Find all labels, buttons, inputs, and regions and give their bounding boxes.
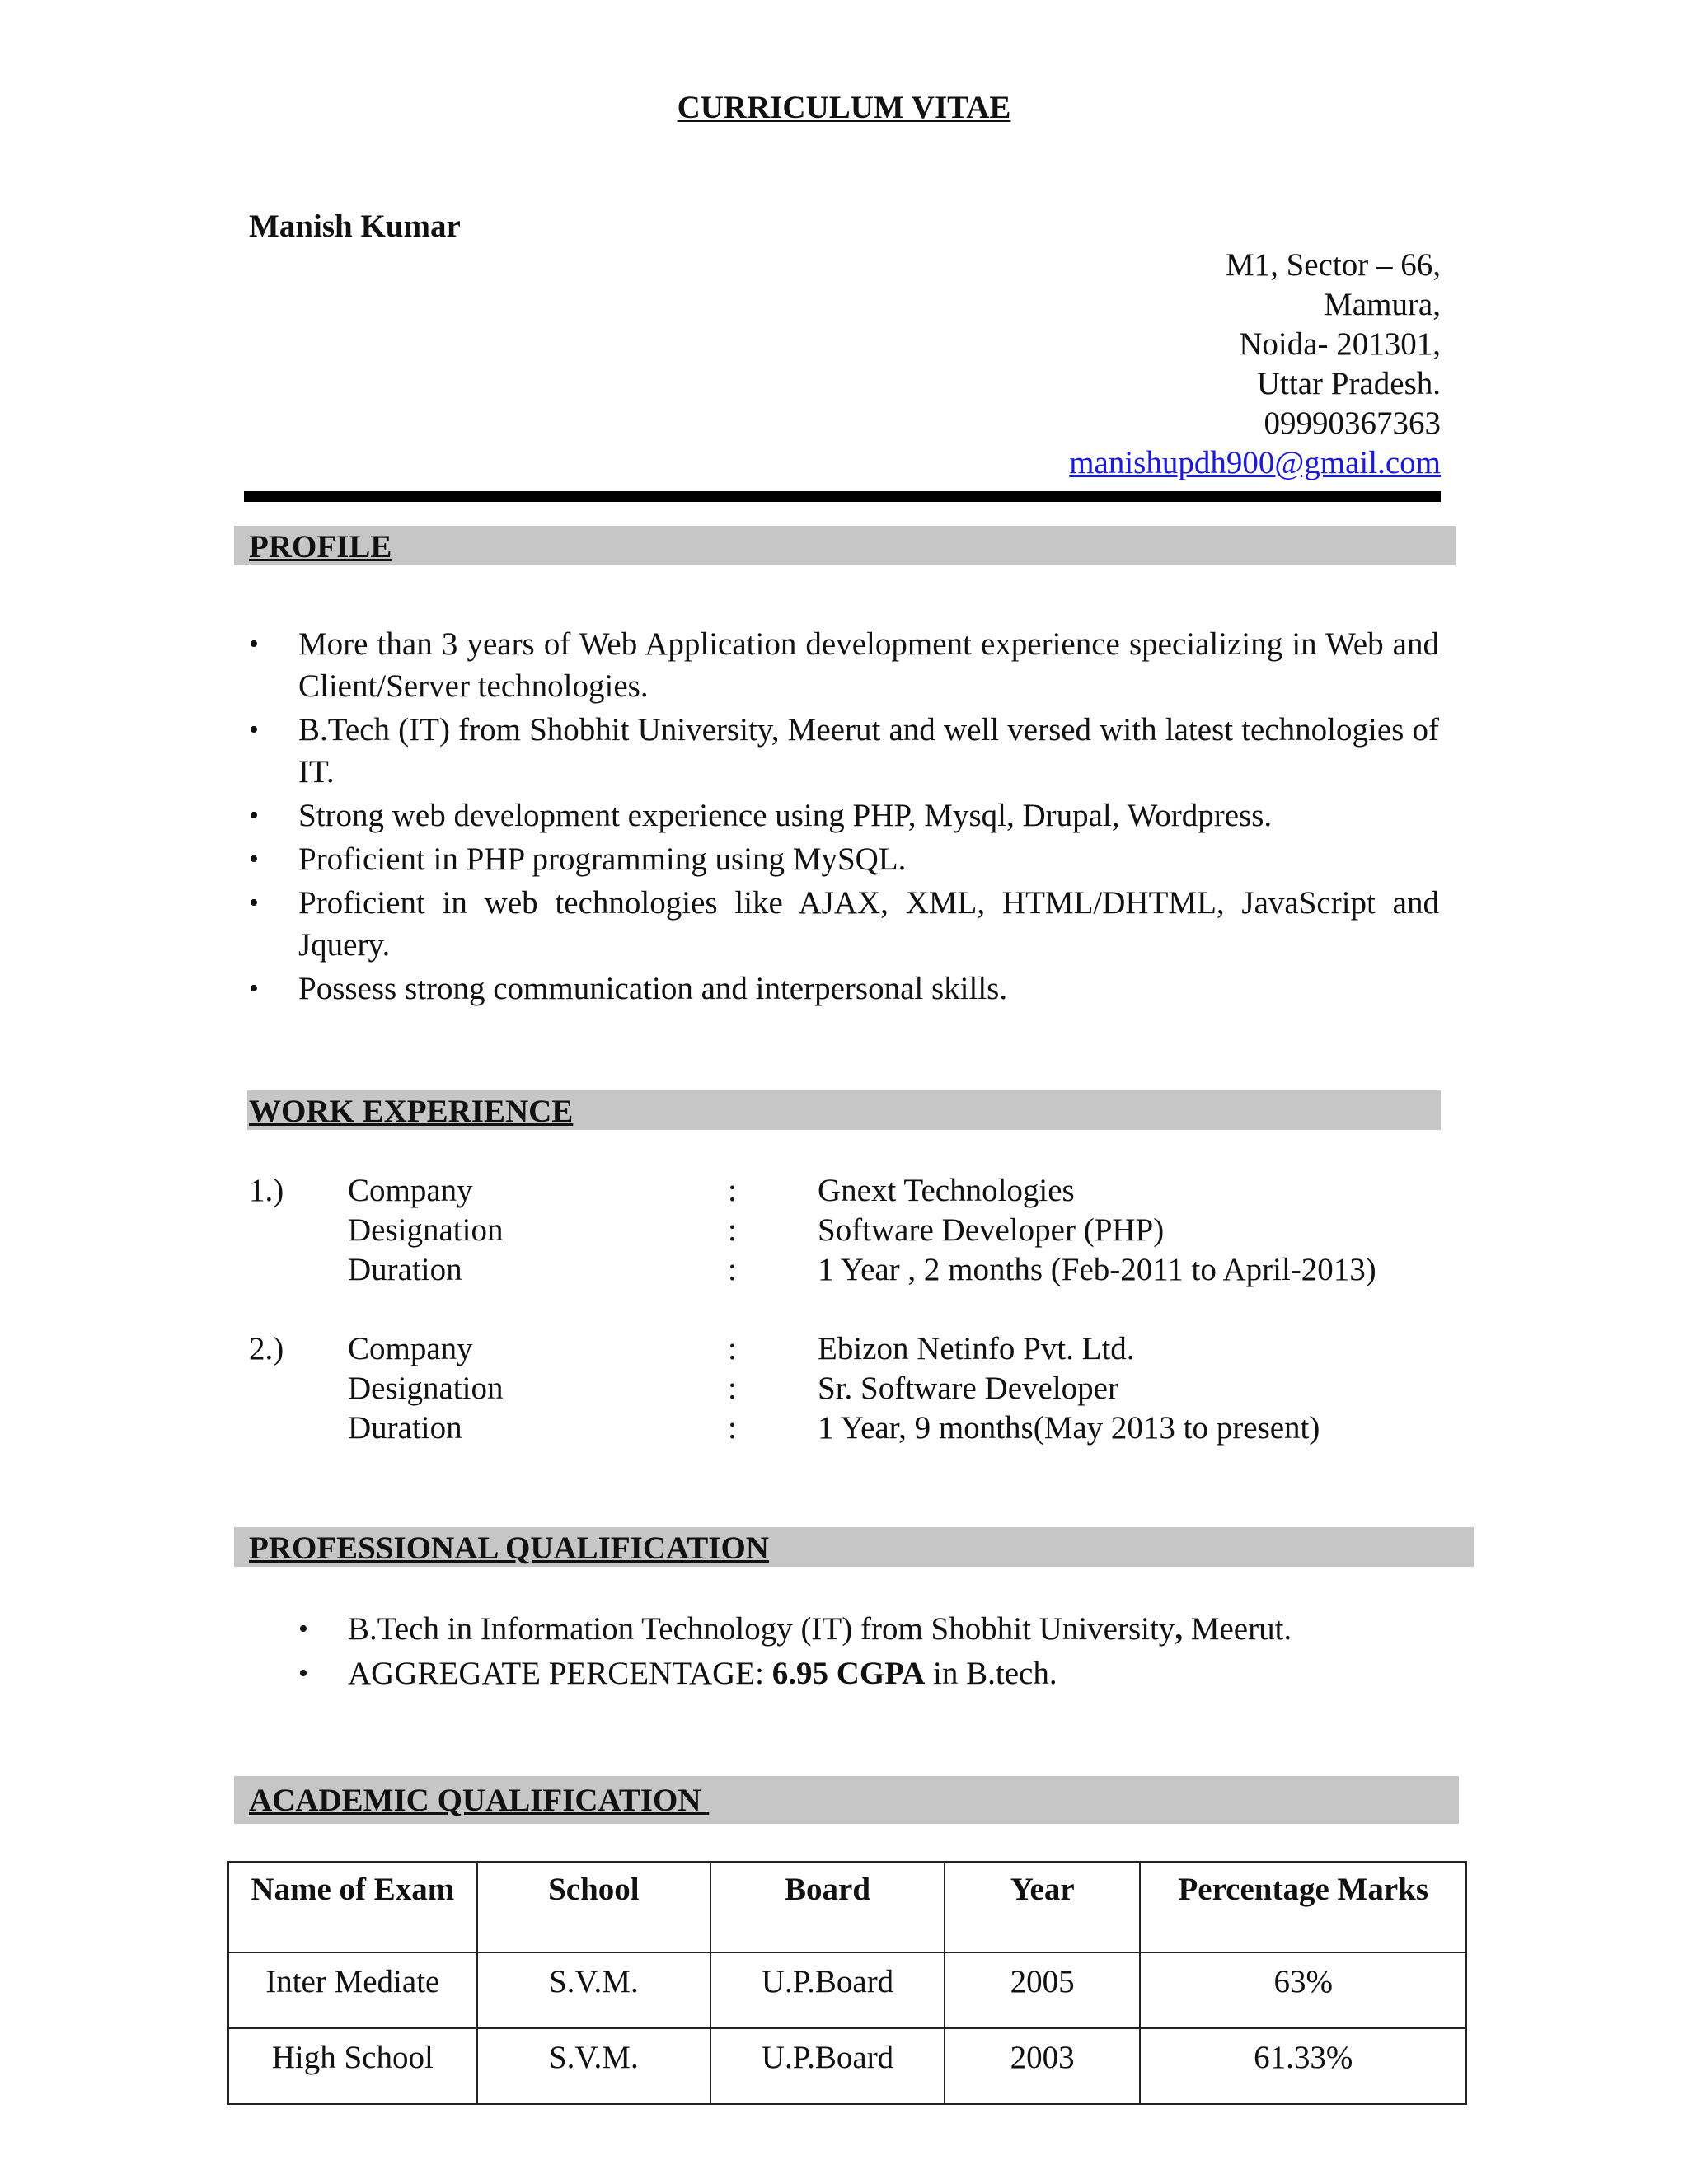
company-label: Company [348, 1173, 473, 1208]
list-item: • B.Tech (IT) from Shobhit University, Meerut and well versed with latest technologies of IT. [249, 709, 1439, 793]
professional-heading-bar [234, 1527, 1474, 1567]
document-title: CURRICULUM VITAE [677, 90, 1011, 125]
designation-value: Software Developer (PHP) [818, 1212, 1165, 1248]
list-item [298, 1652, 1452, 1696]
column-header: Year [945, 1862, 1141, 1952]
table-cell: 2005 [945, 1952, 1141, 2028]
list-item: • Proficient in PHP programming using MySQL. [249, 838, 1439, 880]
table-cell: Inter Mediate [228, 1952, 477, 2028]
address-block [1069, 246, 1441, 483]
candidate-name: Manish Kumar [249, 209, 461, 244]
address-line: Mamura, [1324, 287, 1441, 322]
company-label: Company [348, 1331, 473, 1366]
address-line: M1, Sector – 66, [1225, 247, 1441, 283]
duration-value: 1 Year , 2 months (Feb-2011 to April-2013) [818, 1252, 1376, 1287]
work-heading-bar [247, 1090, 1441, 1130]
list-item [298, 1607, 1452, 1652]
separator: : [728, 1331, 737, 1366]
designation-label: Designation [348, 1212, 504, 1248]
table-row [228, 2028, 1466, 2104]
entry-number: 1.) [249, 1173, 284, 1208]
professional-list [298, 1607, 1452, 1696]
header-divider [244, 491, 1441, 502]
list-item: • Strong web development experience using PHP, Mysql, Drupal, Wordpress. [249, 794, 1439, 837]
column-header: School [477, 1862, 711, 1952]
academic-heading-bar [234, 1776, 1459, 1824]
designation-label: Designation [348, 1371, 504, 1406]
column-header: Name of Exam [228, 1862, 477, 1952]
address-line: Uttar Pradesh. [1256, 366, 1441, 401]
separator: : [728, 1371, 737, 1406]
aggregate-suffix: in B.tech. [925, 1656, 1057, 1691]
table-row [228, 1952, 1466, 2028]
list-item: • Proficient in web technologies like AJAX, XML, HTML/DHTML, JavaScript and Jquery. [249, 882, 1439, 966]
table-cell: 2003 [945, 2028, 1141, 2104]
list-item: • More than 3 years of Web Application development experience specializing in Web and Client/Server technologies. [249, 623, 1439, 707]
address-line: Noida- 201301, [1239, 326, 1441, 362]
duration-label: Duration [348, 1252, 462, 1287]
company-value: Ebizon Netinfo Pvt. Ltd. [818, 1331, 1135, 1366]
academic-table [227, 1861, 1467, 2105]
table-cell: 61.33% [1140, 2028, 1466, 2104]
entry-number: 2.) [249, 1331, 284, 1366]
table-cell: U.P.Board [710, 1952, 945, 2028]
column-header: Percentage Marks [1140, 1862, 1466, 1952]
aggregate-value: 6.95 CGPA [771, 1656, 926, 1691]
designation-value: Sr. Software Developer [818, 1371, 1118, 1406]
duration-label: Duration [348, 1410, 462, 1446]
profile-heading-bar [234, 526, 1456, 565]
qualification-text: B.Tech in Information Technology (IT) from Shobhit University [348, 1611, 1175, 1647]
email-link[interactable]: manishupdh900@gmail.com [1069, 445, 1441, 480]
separator: : [728, 1212, 737, 1248]
qualification-comma: , [1175, 1611, 1184, 1647]
professional-heading: PROFESSIONAL QUALIFICATION [249, 1530, 769, 1566]
separator: : [728, 1410, 737, 1446]
work-heading: WORK EXPERIENCE [249, 1094, 574, 1129]
profile-heading: PROFILE [249, 529, 392, 565]
separator: : [728, 1252, 737, 1287]
table-cell: S.V.M. [477, 1952, 711, 2028]
duration-value: 1 Year, 9 months(May 2013 to present) [818, 1410, 1320, 1446]
profile-list [249, 623, 1439, 1011]
company-value: Gnext Technologies [818, 1173, 1075, 1208]
table-cell: S.V.M. [477, 2028, 711, 2104]
table-cell: U.P.Board [710, 2028, 945, 2104]
table-cell: High School [228, 2028, 477, 2104]
list-item: • Possess strong communication and interpersonal skills. [249, 968, 1439, 1010]
aggregate-label: AGGREGATE PERCENTAGE: [348, 1656, 772, 1691]
phone-number: 09990367363 [1264, 405, 1441, 441]
academic-heading: ACADEMIC QUALIFICATION [249, 1783, 710, 1818]
table-cell: 63% [1140, 1952, 1466, 2028]
column-header: Board [710, 1862, 945, 1952]
table-header-row [228, 1862, 1466, 1952]
qualification-place: Meerut. [1183, 1611, 1292, 1647]
separator: : [728, 1173, 737, 1208]
